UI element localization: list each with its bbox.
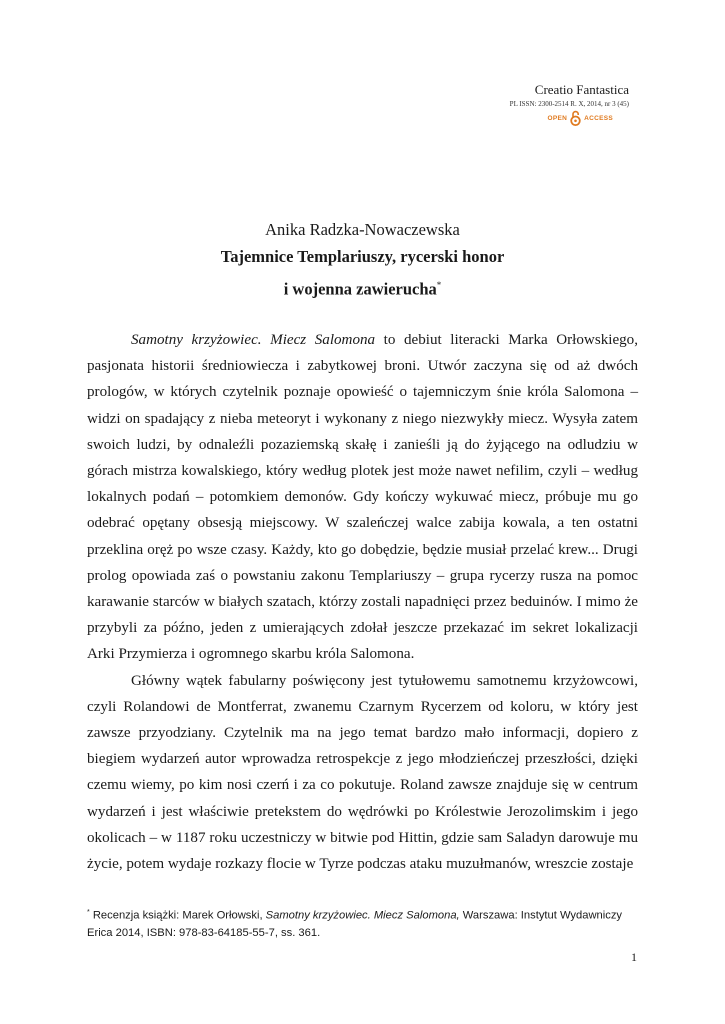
paragraph-1-text: to debiut literacki Marka Orłowskiego, pasjonata historii średniowiecza i zabytkowej broni. Utwór zaczyna się od aż dwóch prologów, w których czytelnik poznaje opowieść o tajemniczym śnie króla Salomona – widzi on spadający z nieba meteoryt i wykonany z niego niezwykły miecz. Wysyła zatem swoich ludzi, by odnaleźli pozaziemską skałę i zanieśli ją do żyjącego na odludziu w górach mistrza kowalskiego, który według plotek jest może nawet nefilim, czyli – według lokalnych podań – potomkiem demonów. Gdy kończy wykuwać miecz, próbuje mu go odebrać opętany obsesją miejscowy. W szaleńczej walce zabija kowala, a ten ostatni przeklina oręż po wsze czasy. Każdy, kto go dobędzie, będzie musiał przelać krew... Drugi prolog opowiada zaś o powstaniu zakonu Templariuszy – grupa rycerzy rusza na pomoc karawanie starców w białych szatach, którzy zostali napadnięci przez beduinów. I mimo że przybyli za późno, jeden z umierających zdołał jeszcze przekazać im sekret lokalizacji Arki Przymierza i ogromnego skarbu króla Salomona. bbox=[87, 332, 639, 663]
footnote-mark: * bbox=[87, 909, 90, 916]
paragraph-2: Główny wątek fabularny poświęcony jest tytułowemu samotnemu krzyżowcowi, czyli Rolandowi de Montferrat, zwanemu Czarnym Rycerzem od koloru, w który jest zawsze przyodziany. Czytelnik ma na jego temat bardzo mało informacji, dopiero z biegiem wydarzeń autor wprowadza retrospekcje z jego młodzieńczej przeszłości, dzięki czemu wiemy, po kim nosi czerń i za co pokutuje. Roland zawsze znajduje się w centrum wydarzeń i jest właściwie pretekstem do wędrówki po Królestwie Jerozolimskim i jego okolicach – w 1187 roku uczestniczy w bitwie pod Hittin, gdzie sam Saladyn darowuje mu życie, potem wydaje rozkazy flocie w Tyrze podczas ataku muzułmanów, wreszcie zostaje bbox=[87, 672, 638, 873]
title-footnote-mark: * bbox=[436, 280, 442, 290]
page-number: 1 bbox=[631, 950, 637, 964]
article-title-line-2-text: i wojenna zawierucha bbox=[283, 279, 437, 299]
journal-issn: PL ISSN: 2300-2514 R. X, 2014, nr 3 (45) bbox=[509, 100, 629, 108]
article-title-block bbox=[0, 218, 725, 304]
open-access-access-label: ACCESS bbox=[584, 114, 613, 122]
footnote-prefix: Recenzja książki: Marek Orłowski, bbox=[89, 909, 266, 922]
article-body bbox=[87, 327, 638, 877]
footnote-suffix: Warszawa: Instytut Wydawniczy Erica 2014, ISBN: 978-83-64185-55-7, ss. 361. bbox=[87, 909, 623, 939]
book-title-italic: Samotny krzyżowiec. Miecz Salomona bbox=[131, 332, 376, 348]
footnote-book-title: Samotny krzyżowiec. Miecz Salomona, bbox=[265, 909, 460, 922]
paragraph-1 bbox=[87, 327, 638, 668]
journal-title: Creatio Fantastica bbox=[534, 82, 629, 97]
open-access-open-label: OPEN bbox=[547, 114, 568, 122]
article-title-line-2 bbox=[0, 271, 725, 304]
footnote bbox=[87, 904, 638, 942]
author-name: Anika Radzka-Nowaczewska bbox=[265, 220, 460, 239]
journal-header bbox=[510, 82, 629, 126]
open-access-logo bbox=[510, 110, 613, 126]
article-title-line-1: Tajemnice Templariuszy, rycerski honor bbox=[220, 247, 505, 266]
open-access-lock-icon bbox=[570, 110, 581, 126]
